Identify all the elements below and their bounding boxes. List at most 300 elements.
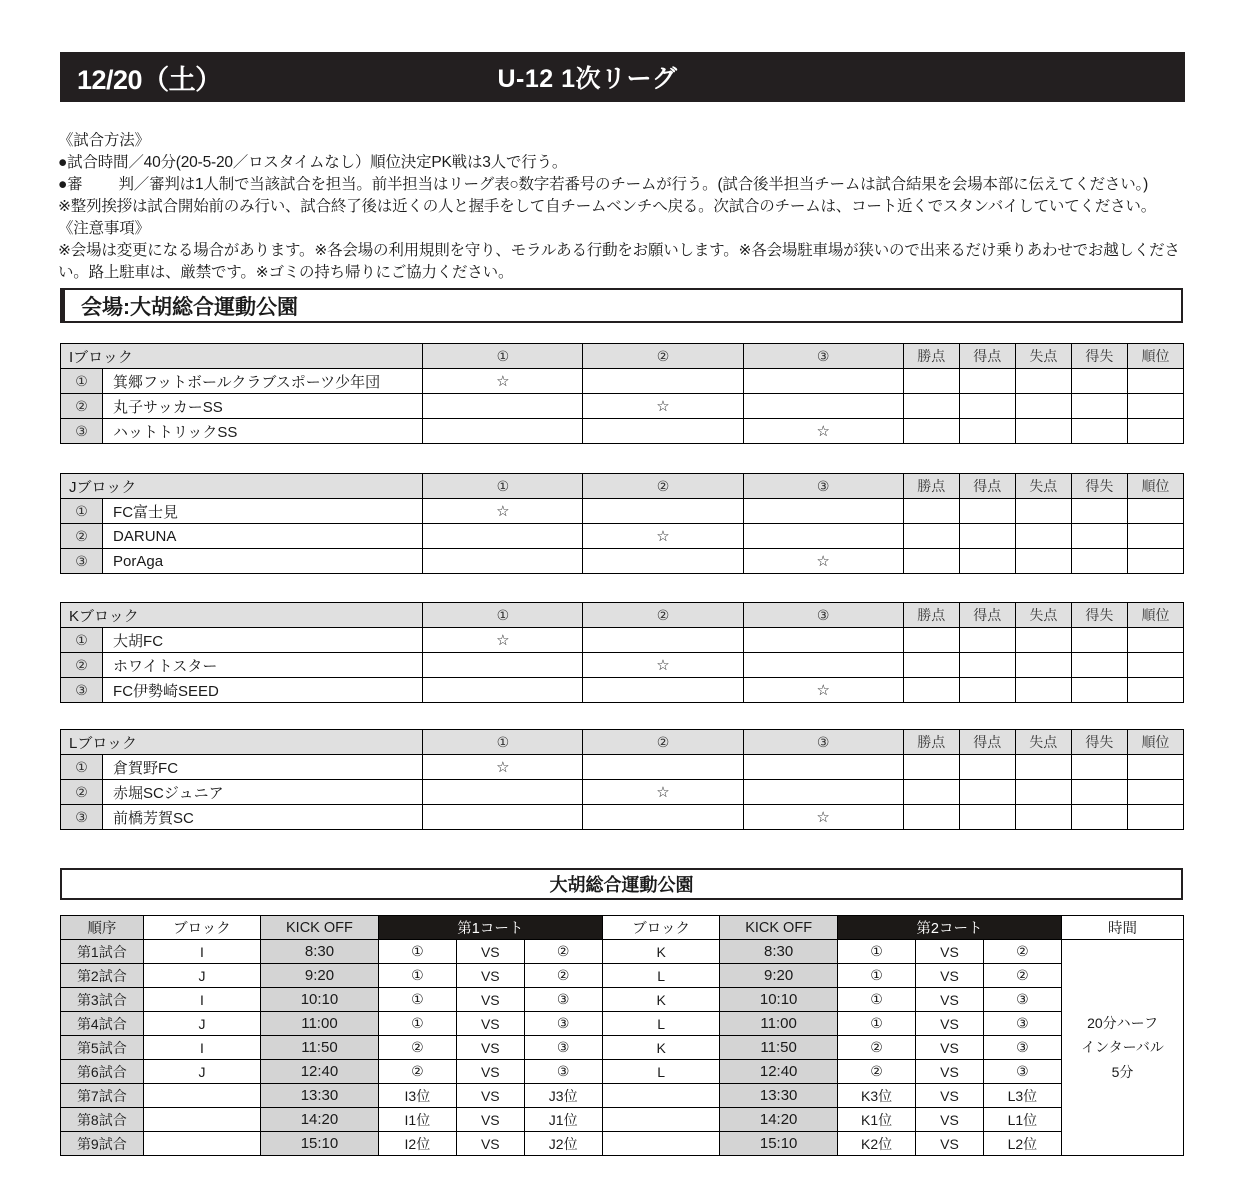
court2-vs-label: VS <box>916 1036 983 1060</box>
match-result-cell[interactable] <box>583 499 743 524</box>
block-opponent-col-header-2: ② <box>583 730 743 755</box>
schedule-row <box>61 1036 1184 1060</box>
match-result-cell[interactable] <box>423 394 583 419</box>
team-index: ③ <box>61 549 103 574</box>
notes-referee-rest: 判／審判は1人制で当該試合を担当。前半担当はリーグ表○数字若番号のチームが行う。(試合後半担当チームは試合結果を会場本部に伝えてください。) <box>118 176 1149 193</box>
notes-method-heading: 《試合方法》 <box>58 132 150 149</box>
court1-block-label <box>143 1108 261 1132</box>
self-cell-star-icon: ☆ <box>423 628 583 653</box>
court2-block-label: K <box>602 940 720 964</box>
team-name: ホワイトスター <box>103 653 423 678</box>
team-name: 丸子サッカーSS <box>103 394 423 419</box>
team-index: ② <box>61 780 103 805</box>
stat-cell[interactable] <box>1015 394 1071 419</box>
block-table-header-row <box>61 603 1184 628</box>
team-index: ③ <box>61 805 103 830</box>
court1-team-b: J1位 <box>524 1108 602 1132</box>
schedule-header-block-2: ブロック <box>602 916 720 940</box>
stat-cell[interactable] <box>903 755 959 780</box>
court1-team-a: ① <box>378 940 456 964</box>
stat-cell[interactable] <box>903 628 959 653</box>
duration-note <box>1062 940 1184 1156</box>
block-stat-col-header-5: 順位 <box>1127 474 1183 499</box>
notes-match-time: ●試合時間／40分(20-5-20／ロスタイムなし）順位決定PK戦は3人で行う。 <box>58 154 568 171</box>
stat-cell[interactable] <box>1015 549 1071 574</box>
schedule-table <box>60 915 1184 1156</box>
match-result-cell[interactable] <box>583 369 743 394</box>
stat-cell[interactable] <box>1127 678 1183 703</box>
team-name: PorAga <box>103 549 423 574</box>
notes-caution-heading: 《注意事項》 <box>58 220 150 237</box>
court1-team-b: ② <box>524 964 602 988</box>
court1-kickoff-time: 8:30 <box>261 940 379 964</box>
self-cell-star-icon: ☆ <box>743 419 903 444</box>
stat-cell[interactable] <box>959 394 1015 419</box>
stat-cell[interactable] <box>903 780 959 805</box>
block-opponent-col-header-1: ① <box>423 474 583 499</box>
block-team-row <box>61 780 1184 805</box>
block-stat-col-header-1: 勝点 <box>903 730 959 755</box>
block-stat-col-header-2: 得点 <box>959 474 1015 499</box>
court1-kickoff-time: 13:30 <box>261 1084 379 1108</box>
court2-vs-label: VS <box>916 964 983 988</box>
team-name: 箕郷フットボールクラブスポーツ少年団 <box>103 369 423 394</box>
match-result-cell[interactable] <box>583 628 743 653</box>
court2-block-label <box>602 1132 720 1156</box>
block-stat-col-header-3: 失点 <box>1015 474 1071 499</box>
notes-referee-line <box>58 174 1188 196</box>
court1-vs-label: VS <box>457 964 524 988</box>
team-index: ② <box>61 394 103 419</box>
stat-cell[interactable] <box>903 678 959 703</box>
match-result-cell[interactable] <box>423 549 583 574</box>
block-opponent-col-header-1: ① <box>423 730 583 755</box>
court1-vs-label: VS <box>457 988 524 1012</box>
match-order-label: 第5試合 <box>61 1036 144 1060</box>
stat-cell[interactable] <box>1127 755 1183 780</box>
stat-cell[interactable] <box>903 499 959 524</box>
stat-cell[interactable] <box>1015 369 1071 394</box>
team-name: FC伊勢崎SEED <box>103 678 423 703</box>
block-table-k <box>60 602 1184 703</box>
block-stat-col-header-1: 勝点 <box>903 474 959 499</box>
court1-block-label <box>143 1084 261 1108</box>
court1-kickoff-time: 11:50 <box>261 1036 379 1060</box>
stat-cell[interactable] <box>1071 419 1127 444</box>
match-result-cell[interactable] <box>743 755 903 780</box>
stat-cell[interactable] <box>1127 499 1183 524</box>
court1-vs-label: VS <box>457 1036 524 1060</box>
team-index: ③ <box>61 419 103 444</box>
stat-cell[interactable] <box>1071 369 1127 394</box>
block-opponent-col-header-3: ③ <box>743 474 903 499</box>
stat-cell[interactable] <box>903 805 959 830</box>
court1-vs-label: VS <box>457 940 524 964</box>
stat-cell[interactable] <box>1071 755 1127 780</box>
team-name: DARUNA <box>103 524 423 549</box>
stat-cell[interactable] <box>1071 628 1127 653</box>
court1-kickoff-time: 15:10 <box>261 1132 379 1156</box>
block-team-row <box>61 653 1184 678</box>
stat-cell[interactable] <box>1015 755 1071 780</box>
stat-cell[interactable] <box>1015 653 1071 678</box>
court1-team-b: ② <box>524 940 602 964</box>
stat-cell[interactable] <box>1071 780 1127 805</box>
team-index: ② <box>61 653 103 678</box>
self-cell-star-icon: ☆ <box>423 755 583 780</box>
block-team-row <box>61 394 1184 419</box>
court1-vs-label: VS <box>457 1108 524 1132</box>
notes-greeting-line: ※整列挨拶は試合開始前のみ行い、試合終了後は近くの人と握手をして自チームベンチへ戻る。次試合のチームは、コート近くでスタンバイしていてください。 <box>58 198 1157 215</box>
schedule-header-court-2: 第2コート <box>837 916 1061 940</box>
stat-cell[interactable] <box>903 369 959 394</box>
stat-cell[interactable] <box>1127 369 1183 394</box>
stat-cell[interactable] <box>959 369 1015 394</box>
block-opponent-col-header-1: ① <box>423 603 583 628</box>
block-team-row <box>61 755 1184 780</box>
stat-cell[interactable] <box>1015 805 1071 830</box>
court2-block-label: L <box>602 964 720 988</box>
schedule-venue-title: 大胡総合運動公園 <box>549 875 694 895</box>
block-opponent-col-header-3: ③ <box>743 344 903 369</box>
court2-team-a: ① <box>837 988 915 1012</box>
court1-team-b: ③ <box>524 988 602 1012</box>
duration-note-line-3: 5分 <box>1111 1063 1134 1080</box>
match-result-cell[interactable] <box>743 524 903 549</box>
court2-team-b: ③ <box>983 1060 1061 1084</box>
block-name-label: Jブロック <box>61 474 423 499</box>
court2-kickoff-time: 9:20 <box>720 964 838 988</box>
court2-block-label: K <box>602 988 720 1012</box>
court2-block-label: L <box>602 1060 720 1084</box>
court1-vs-label: VS <box>457 1132 524 1156</box>
schedule-row <box>61 940 1184 964</box>
self-cell-star-icon: ☆ <box>583 524 743 549</box>
court2-vs-label: VS <box>916 1132 983 1156</box>
block-stat-col-header-2: 得点 <box>959 603 1015 628</box>
court1-team-a: ① <box>378 988 456 1012</box>
match-order-label: 第6試合 <box>61 1060 144 1084</box>
stat-cell[interactable] <box>903 394 959 419</box>
block-opponent-col-header-1: ① <box>423 344 583 369</box>
team-index: ① <box>61 369 103 394</box>
page-title: U-12 1次リーグ <box>497 65 678 93</box>
duration-note-line-1: 20分ハーフ <box>1087 1014 1158 1031</box>
court1-team-a: ② <box>378 1060 456 1084</box>
stat-cell[interactable] <box>1127 780 1183 805</box>
court2-team-b: ③ <box>983 1012 1061 1036</box>
court1-vs-label: VS <box>457 1084 524 1108</box>
court2-block-label <box>602 1108 720 1132</box>
team-name: 前橋芳賀SC <box>103 805 423 830</box>
court1-kickoff-time: 14:20 <box>261 1108 379 1132</box>
schedule-row <box>61 964 1184 988</box>
notes-caution-line: ※会場は変更になる場合があります。※各会場の利用規則を守り、モラルある行動をお願いします。※各会場駐車場が狭いので出来るだけ乗りあわせでお越しください。路上駐車は、厳禁です。※ゴミの持ち帰りにご協力ください。 <box>58 242 1180 281</box>
block-team-row <box>61 678 1184 703</box>
team-index: ③ <box>61 678 103 703</box>
court2-kickoff-time: 13:30 <box>720 1084 838 1108</box>
stat-cell[interactable] <box>959 499 1015 524</box>
block-team-row <box>61 499 1184 524</box>
match-result-cell[interactable] <box>583 549 743 574</box>
stat-cell[interactable] <box>1015 499 1071 524</box>
match-result-cell[interactable] <box>423 678 583 703</box>
block-table-header-row <box>61 344 1184 369</box>
match-result-cell[interactable] <box>743 780 903 805</box>
header-date: 12/20（土） <box>77 64 222 95</box>
stat-cell[interactable] <box>1127 524 1183 549</box>
block-table-header-row <box>61 474 1184 499</box>
stat-cell[interactable] <box>959 780 1015 805</box>
self-cell-star-icon: ☆ <box>743 549 903 574</box>
match-result-cell[interactable] <box>423 419 583 444</box>
schedule-venue-box <box>60 868 1183 900</box>
match-order-label: 第3試合 <box>61 988 144 1012</box>
schedule-header-kickoff-1: KICK OFF <box>261 916 379 940</box>
match-result-cell[interactable] <box>743 394 903 419</box>
stat-cell[interactable] <box>959 419 1015 444</box>
stat-cell[interactable] <box>959 628 1015 653</box>
block-opponent-col-header-2: ② <box>583 344 743 369</box>
block-table-header-row <box>61 730 1184 755</box>
schedule-row <box>61 1060 1184 1084</box>
team-index: ② <box>61 524 103 549</box>
schedule-row <box>61 1132 1184 1156</box>
stat-cell[interactable] <box>903 549 959 574</box>
court2-kickoff-time: 12:40 <box>720 1060 838 1084</box>
court1-kickoff-time: 12:40 <box>261 1060 379 1084</box>
block-team-row <box>61 419 1184 444</box>
notes-block <box>58 130 1188 284</box>
stat-cell[interactable] <box>1071 549 1127 574</box>
court1-block-label: J <box>143 1060 261 1084</box>
court2-kickoff-time: 15:10 <box>720 1132 838 1156</box>
stat-cell[interactable] <box>1071 805 1127 830</box>
court2-team-a: ② <box>837 1036 915 1060</box>
match-order-label: 第8試合 <box>61 1108 144 1132</box>
stat-cell[interactable] <box>959 524 1015 549</box>
block-stat-col-header-3: 失点 <box>1015 730 1071 755</box>
court2-vs-label: VS <box>916 940 983 964</box>
stat-cell[interactable] <box>903 419 959 444</box>
court1-block-label: J <box>143 1012 261 1036</box>
block-stat-col-header-1: 勝点 <box>903 344 959 369</box>
venue-header-box <box>60 288 1183 323</box>
court1-team-a: ② <box>378 1036 456 1060</box>
block-stat-col-header-2: 得点 <box>959 730 1015 755</box>
court2-team-a: K2位 <box>837 1132 915 1156</box>
self-cell-star-icon: ☆ <box>583 653 743 678</box>
block-table-l <box>60 729 1184 830</box>
match-order-label: 第9試合 <box>61 1132 144 1156</box>
match-result-cell[interactable] <box>423 780 583 805</box>
match-result-cell[interactable] <box>583 678 743 703</box>
self-cell-star-icon: ☆ <box>423 499 583 524</box>
stat-cell[interactable] <box>1127 549 1183 574</box>
court2-team-a: ① <box>837 964 915 988</box>
court1-kickoff-time: 11:00 <box>261 1012 379 1036</box>
court2-team-b: ③ <box>983 988 1061 1012</box>
court2-team-b: ② <box>983 964 1061 988</box>
court2-team-b: L2位 <box>983 1132 1061 1156</box>
block-stat-col-header-3: 失点 <box>1015 344 1071 369</box>
court2-kickoff-time: 8:30 <box>720 940 838 964</box>
team-name: 倉賀野FC <box>103 755 423 780</box>
court2-vs-label: VS <box>916 988 983 1012</box>
court2-team-b: ② <box>983 940 1061 964</box>
stat-cell[interactable] <box>903 653 959 678</box>
court1-block-label: I <box>143 988 261 1012</box>
stat-cell[interactable] <box>1015 780 1071 805</box>
team-index: ① <box>61 755 103 780</box>
match-order-label: 第2試合 <box>61 964 144 988</box>
venue-label: 会場:大胡総合運動公園 <box>81 295 298 319</box>
stat-cell[interactable] <box>1127 394 1183 419</box>
court1-team-b: J2位 <box>524 1132 602 1156</box>
block-team-row <box>61 369 1184 394</box>
block-stat-col-header-4: 得失 <box>1071 344 1127 369</box>
schedule-body <box>61 940 1184 1156</box>
court1-block-label: J <box>143 964 261 988</box>
court2-team-a: K1位 <box>837 1108 915 1132</box>
self-cell-star-icon: ☆ <box>743 678 903 703</box>
match-result-cell[interactable] <box>743 499 903 524</box>
stat-cell[interactable] <box>1071 499 1127 524</box>
schedule-row <box>61 1084 1184 1108</box>
block-table-j <box>60 473 1184 574</box>
match-order-label: 第4試合 <box>61 1012 144 1036</box>
stat-cell[interactable] <box>1071 653 1127 678</box>
stat-cell[interactable] <box>1015 678 1071 703</box>
match-order-label: 第1試合 <box>61 940 144 964</box>
court1-team-a: I3位 <box>378 1084 456 1108</box>
stat-cell[interactable] <box>1071 524 1127 549</box>
court1-kickoff-time: 10:10 <box>261 988 379 1012</box>
block-team-row <box>61 549 1184 574</box>
block-team-row <box>61 628 1184 653</box>
court2-team-b: ③ <box>983 1036 1061 1060</box>
self-cell-star-icon: ☆ <box>583 780 743 805</box>
court1-block-label: I <box>143 1036 261 1060</box>
stat-cell[interactable] <box>1127 653 1183 678</box>
court1-vs-label: VS <box>457 1060 524 1084</box>
block-stat-col-header-5: 順位 <box>1127 603 1183 628</box>
notes-referee-label: ●審 <box>58 176 83 193</box>
court1-team-b: J3位 <box>524 1084 602 1108</box>
block-stat-col-header-4: 得失 <box>1071 730 1127 755</box>
schedule-header-kickoff-2: KICK OFF <box>720 916 838 940</box>
court1-block-label <box>143 1132 261 1156</box>
block-stat-col-header-1: 勝点 <box>903 603 959 628</box>
court1-team-a: I1位 <box>378 1108 456 1132</box>
match-result-cell[interactable] <box>583 755 743 780</box>
stat-cell[interactable] <box>1127 805 1183 830</box>
stat-cell[interactable] <box>959 653 1015 678</box>
court2-team-a: ② <box>837 1060 915 1084</box>
court1-vs-label: VS <box>457 1012 524 1036</box>
court2-team-b: L3位 <box>983 1084 1061 1108</box>
court2-vs-label: VS <box>916 1108 983 1132</box>
block-opponent-col-header-2: ② <box>583 603 743 628</box>
court2-kickoff-time: 14:20 <box>720 1108 838 1132</box>
court1-team-a: I2位 <box>378 1132 456 1156</box>
block-opponent-col-header-3: ③ <box>743 603 903 628</box>
stat-cell[interactable] <box>959 805 1015 830</box>
court1-team-b: ③ <box>524 1012 602 1036</box>
court2-vs-label: VS <box>916 1060 983 1084</box>
match-result-cell[interactable] <box>423 524 583 549</box>
block-team-row <box>61 805 1184 830</box>
stat-cell[interactable] <box>1015 628 1071 653</box>
schedule-row <box>61 1108 1184 1132</box>
block-team-row <box>61 524 1184 549</box>
court2-vs-label: VS <box>916 1084 983 1108</box>
block-name-label: Kブロック <box>61 603 423 628</box>
court2-vs-label: VS <box>916 1012 983 1036</box>
court2-team-a: ① <box>837 940 915 964</box>
match-result-cell[interactable] <box>743 628 903 653</box>
match-result-cell[interactable] <box>423 653 583 678</box>
block-stat-col-header-3: 失点 <box>1015 603 1071 628</box>
court1-block-label: I <box>143 940 261 964</box>
stat-cell[interactable] <box>1015 419 1071 444</box>
stat-cell[interactable] <box>959 549 1015 574</box>
court2-team-a: K3位 <box>837 1084 915 1108</box>
court2-team-a: ① <box>837 1012 915 1036</box>
court2-kickoff-time: 11:00 <box>720 1012 838 1036</box>
stat-cell[interactable] <box>1071 678 1127 703</box>
stat-cell[interactable] <box>959 678 1015 703</box>
schedule-header-court-1: 第1コート <box>378 916 602 940</box>
court2-team-b: L1位 <box>983 1108 1061 1132</box>
self-cell-star-icon: ☆ <box>743 805 903 830</box>
self-cell-star-icon: ☆ <box>423 369 583 394</box>
block-stat-col-header-5: 順位 <box>1127 730 1183 755</box>
block-stat-col-header-4: 得失 <box>1071 474 1127 499</box>
schedule-header-duration: 時間 <box>1062 916 1184 940</box>
team-index: ① <box>61 628 103 653</box>
stat-cell[interactable] <box>1071 394 1127 419</box>
match-result-cell[interactable] <box>743 369 903 394</box>
block-name-label: Iブロック <box>61 344 423 369</box>
court2-block-label: L <box>602 1012 720 1036</box>
team-name: FC富士見 <box>103 499 423 524</box>
schedule-row <box>61 988 1184 1012</box>
block-stat-col-header-2: 得点 <box>959 344 1015 369</box>
stat-cell[interactable] <box>903 524 959 549</box>
stat-cell[interactable] <box>1127 419 1183 444</box>
block-table-i <box>60 343 1184 444</box>
stat-cell[interactable] <box>1015 524 1071 549</box>
block-name-label: Lブロック <box>61 730 423 755</box>
court1-team-b: ③ <box>524 1060 602 1084</box>
match-result-cell[interactable] <box>583 419 743 444</box>
match-result-cell[interactable] <box>743 653 903 678</box>
block-opponent-col-header-2: ② <box>583 474 743 499</box>
court2-kickoff-time: 11:50 <box>720 1036 838 1060</box>
schedule-header-row <box>61 916 1184 940</box>
stat-cell[interactable] <box>1127 628 1183 653</box>
block-stat-col-header-4: 得失 <box>1071 603 1127 628</box>
duration-note-line-2: インターバル <box>1081 1039 1164 1056</box>
stat-cell[interactable] <box>959 755 1015 780</box>
court1-team-a: ① <box>378 1012 456 1036</box>
team-name: ハットトリックSS <box>103 419 423 444</box>
match-result-cell[interactable] <box>583 805 743 830</box>
schedule-header-order: 順序 <box>61 916 144 940</box>
schedule-header-block-1: ブロック <box>143 916 261 940</box>
match-result-cell[interactable] <box>423 805 583 830</box>
